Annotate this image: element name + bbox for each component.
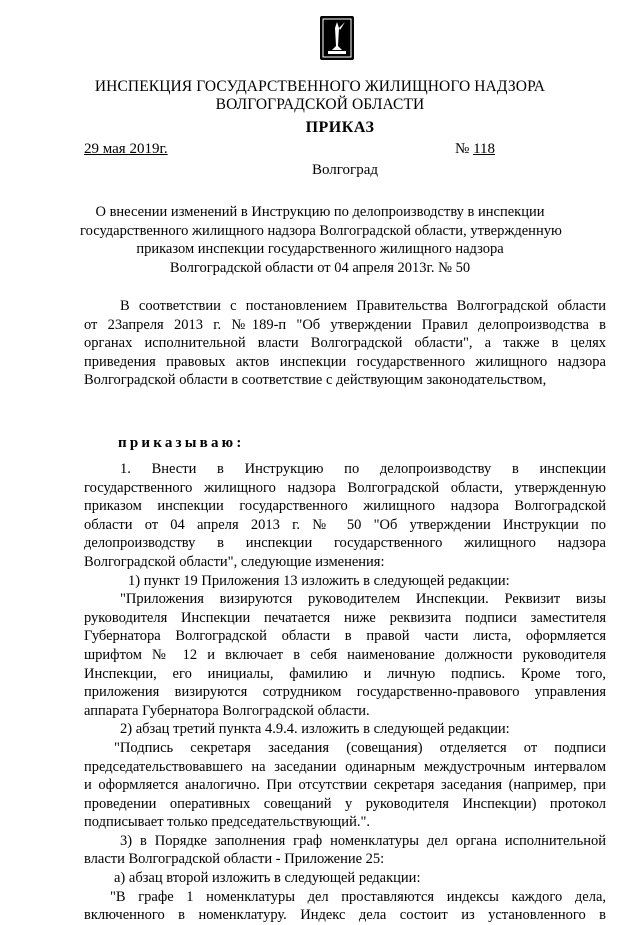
basis-paragraph xyxy=(84,297,606,390)
basis-line: Волгоградской области в соответствие с действующим законодательством, xyxy=(84,372,547,389)
order-body xyxy=(84,460,606,925)
subject-line: приказом инспекции государственного жилищного надзора xyxy=(136,241,504,258)
basis-line: от 23апреля 2013 г. №189-п "Об утверждении Правил делопроизводства в xyxy=(84,316,606,333)
body-line: проведении оперативных совещаний у руководителя Инспекции) протокол xyxy=(84,795,606,812)
order-word: приказываю: xyxy=(118,435,245,451)
document-subject xyxy=(80,203,560,277)
body-line: власти Волгоградской области - Приложение 25: xyxy=(84,851,385,868)
number-value: 118 xyxy=(473,141,496,157)
subject-line: О внесении изменений в Инструкцию по делопроизводству в инспекции xyxy=(95,204,545,220)
org-name-line1: ИНСПЕКЦИЯ ГОСУДАРСТВЕННОГО ЖИЛИЩНОГО НАДЗОРА xyxy=(94,78,546,95)
subject-line: Волгоградской области от 04 апреля 2013г. № 50 xyxy=(169,259,471,276)
document-date: 29 мая 2019г. xyxy=(84,141,168,157)
body-line: аппарата Губернатора Волгоградской области. xyxy=(84,702,370,719)
body-line: области от 04 апреля 2013 г. № 50 "Об утверждении Инструкции по xyxy=(84,516,606,533)
body-line: руководителя Инспекции печатается ниже реквизита подписи заместителя xyxy=(84,609,606,626)
body-line: председательствовавшего на заседании одинарным междустрочным интервалом xyxy=(84,758,606,775)
document-number xyxy=(455,141,495,158)
body-line: Губернатора Волгоградской области в правой части листа, оформляется xyxy=(84,628,606,645)
body-line: государственного жилищного надзора Волгоградской области, утвержденную xyxy=(84,479,606,496)
subject-line: государственного жилищного надзора Волгоградской области, утвержденную xyxy=(80,222,562,239)
basis-line: приведения правовых актов инспекции государственного жилищного надзора xyxy=(84,353,606,370)
body-line: включенного в номенклатуру. Индекс дела состоит из установленного в xyxy=(84,907,606,924)
document-type: ПРИКАЗ xyxy=(305,119,375,136)
body-line: приказом инспекции государственного жилищного надзора Волгоградской xyxy=(84,498,606,515)
number-prefix: № xyxy=(455,141,470,157)
body-line: "Приложения визируются руководителем Инспекции. Реквизит визы xyxy=(120,591,606,608)
body-line: 1. Внести в Инструкцию по делопроизводству в инспекции xyxy=(120,461,606,477)
org-name-line2: ВОЛГОГРАДСКОЙ ОБЛАСТИ xyxy=(215,96,425,113)
body-line: "В графе 1 номенклатуры дел проставляются индексы каждого дела, xyxy=(110,888,606,905)
body-line: делопроизводству в инспекции государственного жилищного надзора xyxy=(84,535,606,552)
body-line: 2) абзац третий пункта 4.9.4. изложить в следующей редакции: xyxy=(120,721,510,738)
body-line: и оформляется аналогично. При отсутствии секретаря заседания (например, при xyxy=(84,777,606,794)
body-line: Инспекции, его инициалы, фамилию и личную подпись. Кроме того, xyxy=(84,665,606,682)
body-line: Волгоградской области", следующие изменения: xyxy=(84,553,385,570)
document-city: Волгоград xyxy=(311,162,378,178)
body-line: 1) пункт 19 Приложения 13 изложить в следующей редакции: xyxy=(128,572,510,589)
body-line: 3) в Порядке заполнения граф номенклатуры дел органа исполнительной xyxy=(120,832,606,849)
basis-line: органах исполнительной власти Волгоградской области", а также в целях xyxy=(84,335,606,352)
body-line: а) абзац второй изложить в следующей редакции: xyxy=(114,870,421,887)
body-line: приложения визируются сотрудником государственно-правового управления xyxy=(84,684,606,701)
body-line: шрифтом № 12 и включает в себя наименование должности руководителя xyxy=(84,646,606,663)
volgograd-emblem-icon xyxy=(320,16,354,60)
basis-line: В соответствии с постановлением Правительства Волгоградской области xyxy=(120,298,606,314)
body-line: "Подпись секретаря заседания (совещания) отделяется от подписи xyxy=(114,739,606,756)
body-line: подписывает только председательствующий.". xyxy=(84,814,370,831)
